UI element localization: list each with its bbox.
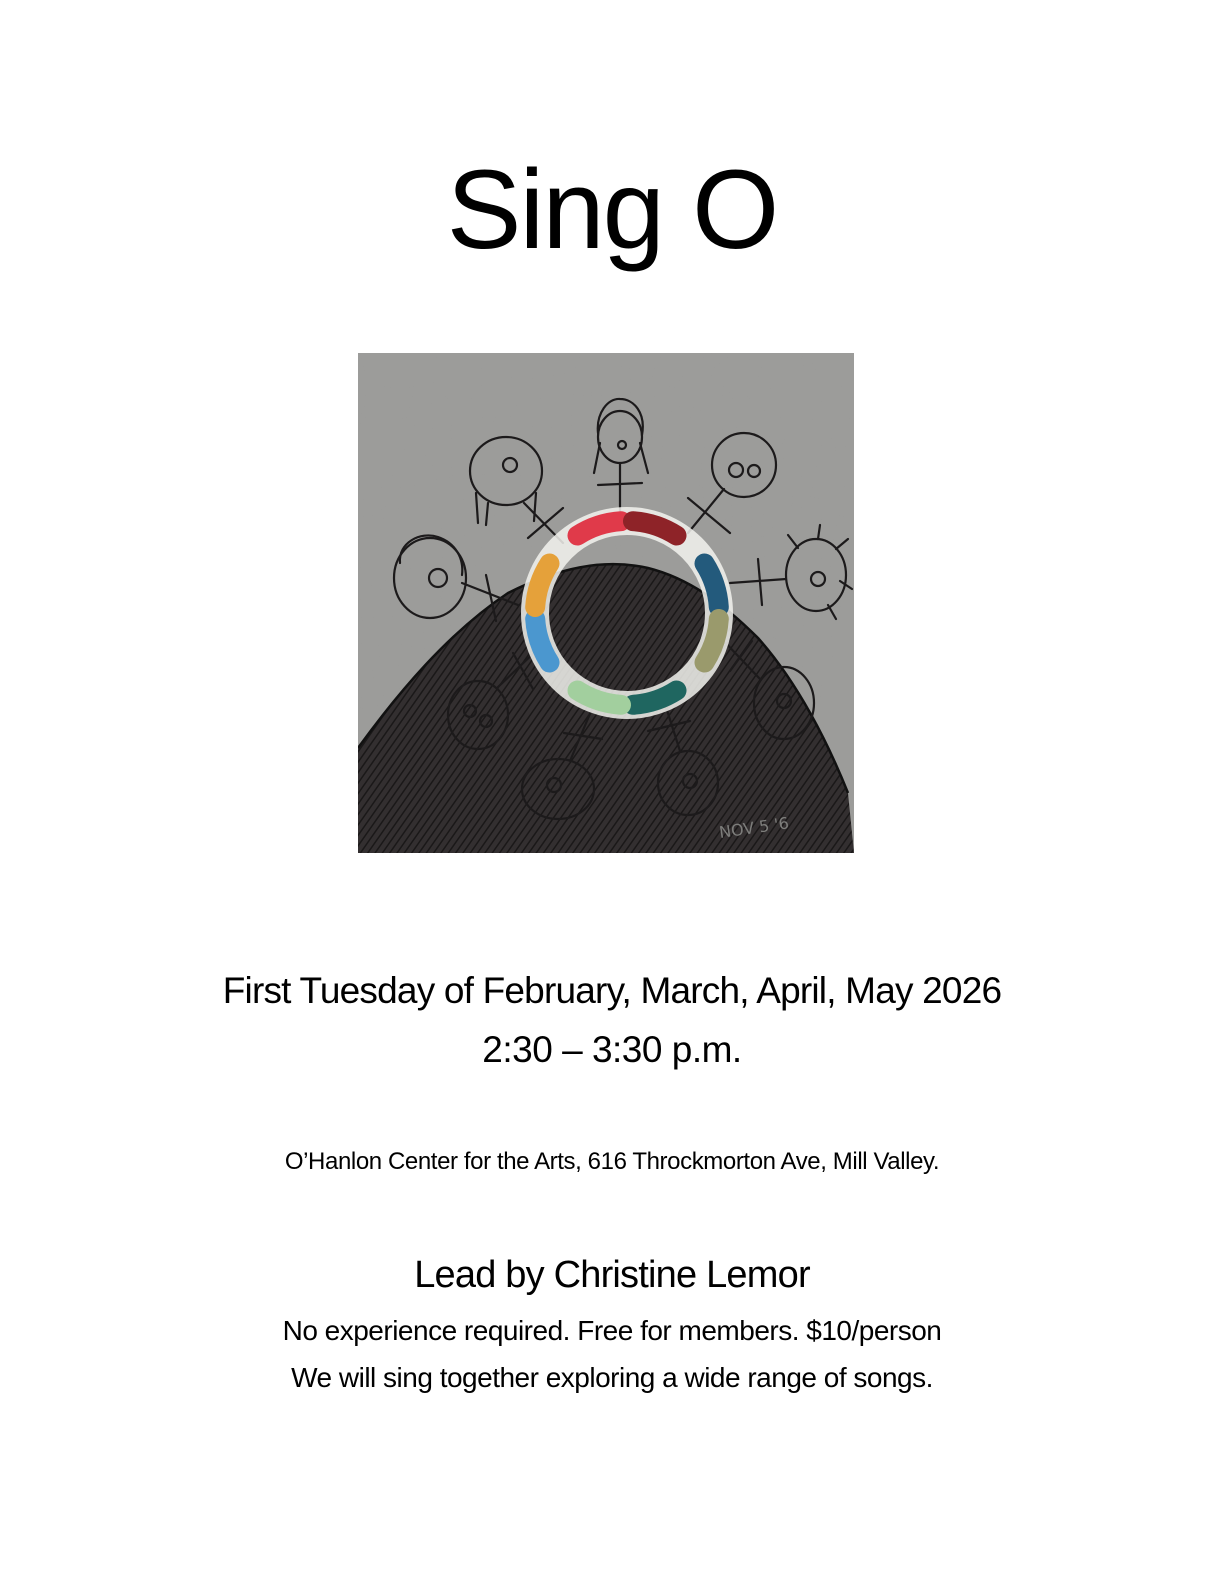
svg-text:NOV 5 '6: NOV 5 '6 (717, 813, 791, 842)
artwork-sketch (358, 353, 854, 853)
event-pricing-note: No experience required. Free for members. $10/person (282, 1315, 942, 1346)
event-description: We will sing together exploring a wide range of songs. (291, 1362, 933, 1393)
flyer-title: Sing O (446, 147, 778, 272)
event-time: 2:30 – 3:30 p.m. (482, 1029, 742, 1070)
event-dates: First Tuesday of February, March, April, May 2026 (222, 970, 1002, 1011)
event-venue: O’Hanlon Center for the Arts, 616 Throckmorton Ave, Mill Valley. (284, 1148, 940, 1175)
event-leader: Lead by Christine Lemor (414, 1254, 810, 1296)
